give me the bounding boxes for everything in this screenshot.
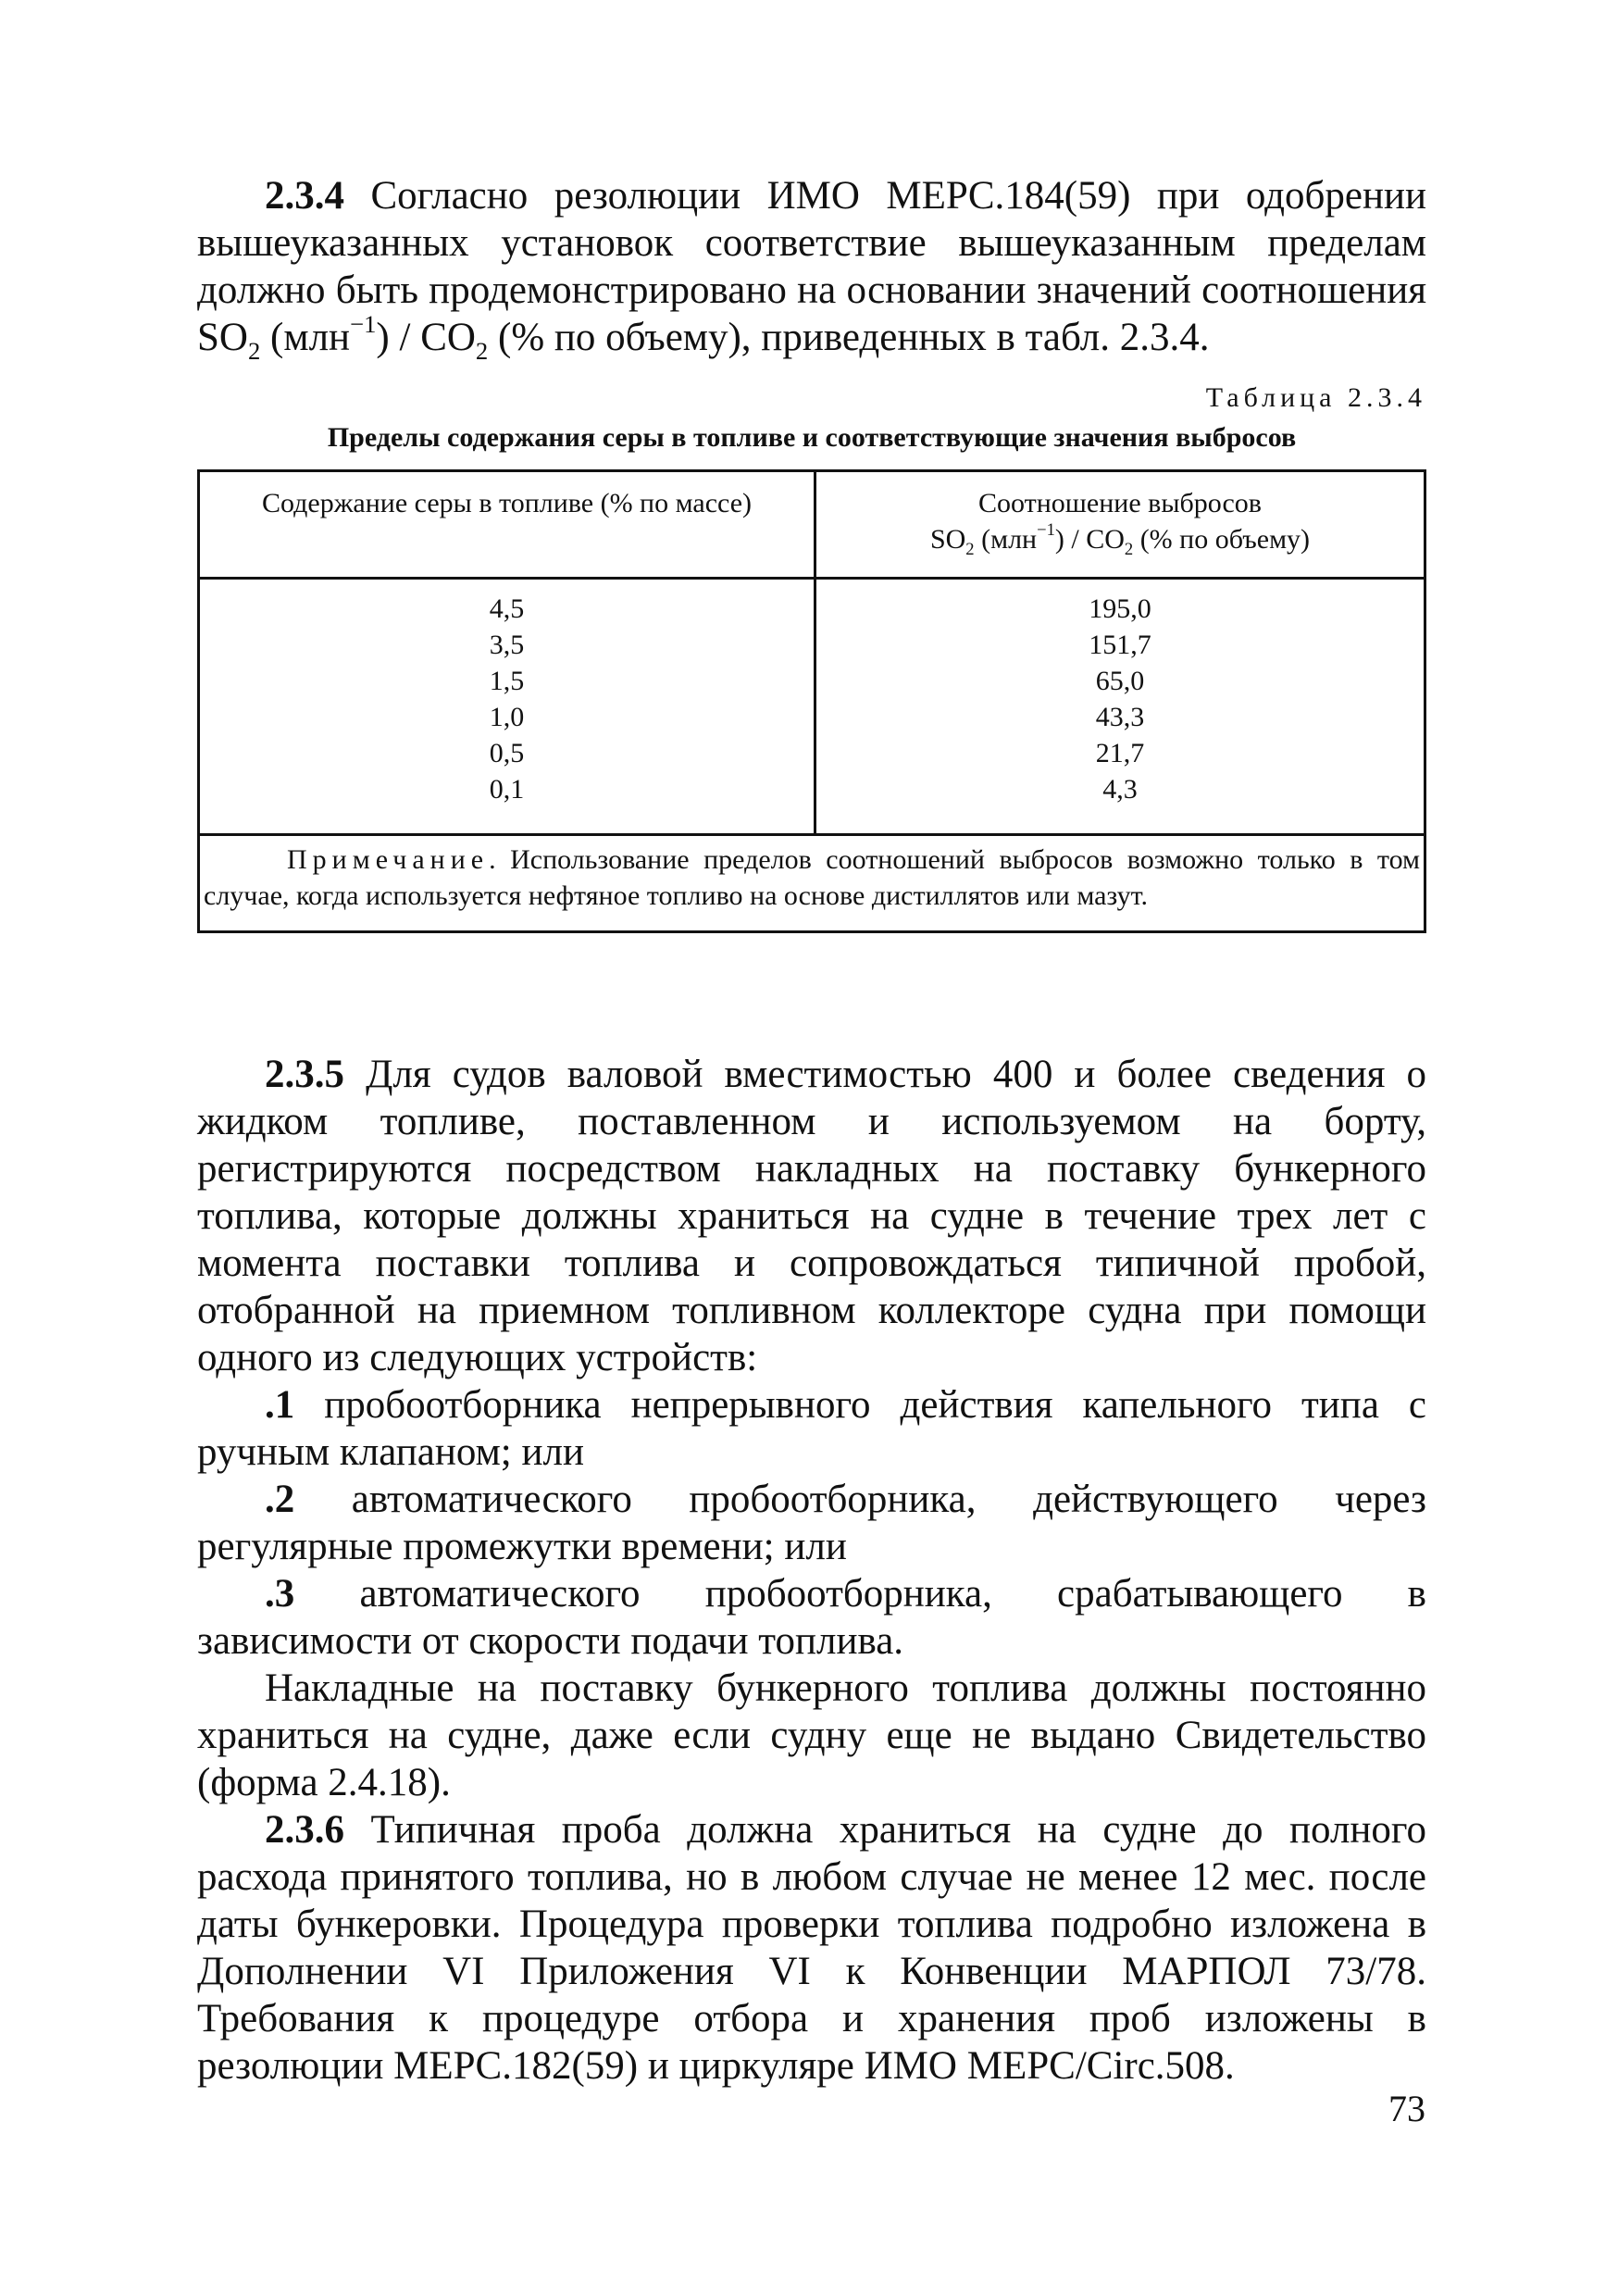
paragraph-2-3-6: 2.3.6 Типичная проба должна храниться на судне до полного расхода принятого топлива, но в любом случае не менее 12 мес. после даты бункеровки. Процедура проверки топлива подробно изложена в Дополнении VI Приложения VI к Конвенции МАРПОЛ 73/78. Требования к процедуре отбора и хранения проб изложены в резолюции MEPC.182(59) и циркуляре ИМО MEPC/Circ.508.	[197, 1808, 1426, 2088]
table-cell: 0,5	[489, 738, 525, 768]
table-caption: Таблица 2.3.4	[1205, 382, 1426, 413]
note-label: Примечание	[287, 844, 490, 875]
sections-2-3-5-and-2-3-6	[197, 1051, 1426, 2090]
table-cell: 4,5	[489, 593, 525, 624]
paragraph-closing: Накладные на поставку бункерного топлива должны постоянно храниться на судне, даже если судну еще не выдано Свидетельство (форма 2.4.18).	[197, 1666, 1426, 1804]
table-values-row	[199, 579, 1425, 835]
table-cell: 43,3	[1095, 702, 1145, 732]
table-cell: 195,0	[1089, 593, 1151, 624]
page-number: 73	[1388, 2088, 1425, 2129]
table-cell: 21,7	[1095, 738, 1145, 768]
table-cell: 4,3	[1102, 774, 1138, 805]
section-number: 2.3.4	[265, 174, 344, 218]
note-text: . Использование пределов соотношений выбросов возможно только в том случае, когда используется нефтяное топливо на основе дистиллятов или мазут.	[204, 844, 1420, 911]
table-cell: 3,5	[489, 630, 525, 660]
section-number: 2.3.5	[265, 1053, 344, 1096]
table-note-row	[199, 835, 1425, 932]
table-header-row	[199, 471, 1425, 579]
ratio-values-cell	[815, 579, 1425, 835]
sulphur-emissions-table	[197, 469, 1426, 933]
table-cell: 1,5	[489, 666, 525, 696]
table-cell: 151,7	[1089, 630, 1151, 660]
section-2-3-4	[197, 172, 1426, 365]
column-header-ratio: Соотношение выбросов $SO_2$ $(млн^{-1}) / CO_2$ (% по объему)	[815, 471, 1425, 579]
sulphur-values-cell	[199, 579, 815, 835]
paragraph-2-3-5: 2.3.5 Для судов валовой вместимостью 400 и более сведения о жидком топливе, поставленном и используемом на борту, регистрируются посредством накладных на поставку бункерного топлива, которые должны храниться на судне в течение трех лет с момента поставки топлива и сопровождаться типичной пробой, отобранной на приемном топливном коллекторе судна при помощи одного из следующих устройств:	[197, 1053, 1426, 1379]
table-cell: 0,1	[489, 774, 525, 805]
list-item: .2 автоматического пробоотборника, действующего через регулярные промежутки времени; или	[197, 1478, 1426, 1568]
section-number: 2.3.6	[265, 1808, 344, 1852]
table-note	[199, 835, 1425, 932]
list-item: .1 пробоотборника непрерывного действия капельного типа с ручным клапаном; или	[197, 1383, 1426, 1474]
table-cell: 1,0	[489, 702, 525, 732]
paragraph-2-3-4: 2.3.4 Согласно резолюции ИМО MEPC.184(59) при одобрении вышеуказанных установок соответствие вышеуказанным пределам должно быть продемонстрировано на основании значений соотношения $SO_2$ $(млн^{-1}) / CO_2$ (% по объему), приведенных в табл. 2.3.4.	[197, 174, 1426, 365]
column-header-sulphur: Содержание серы в топливе (% по массе)	[199, 471, 815, 579]
table-cell: 65,0	[1095, 666, 1145, 696]
table-title: Пределы содержания серы в топливе и соответствующие значения выбросов	[327, 422, 1297, 453]
list-item: .3 автоматического пробоотборника, срабатывающего в зависимости от скорости подачи топлива.	[197, 1572, 1426, 1663]
